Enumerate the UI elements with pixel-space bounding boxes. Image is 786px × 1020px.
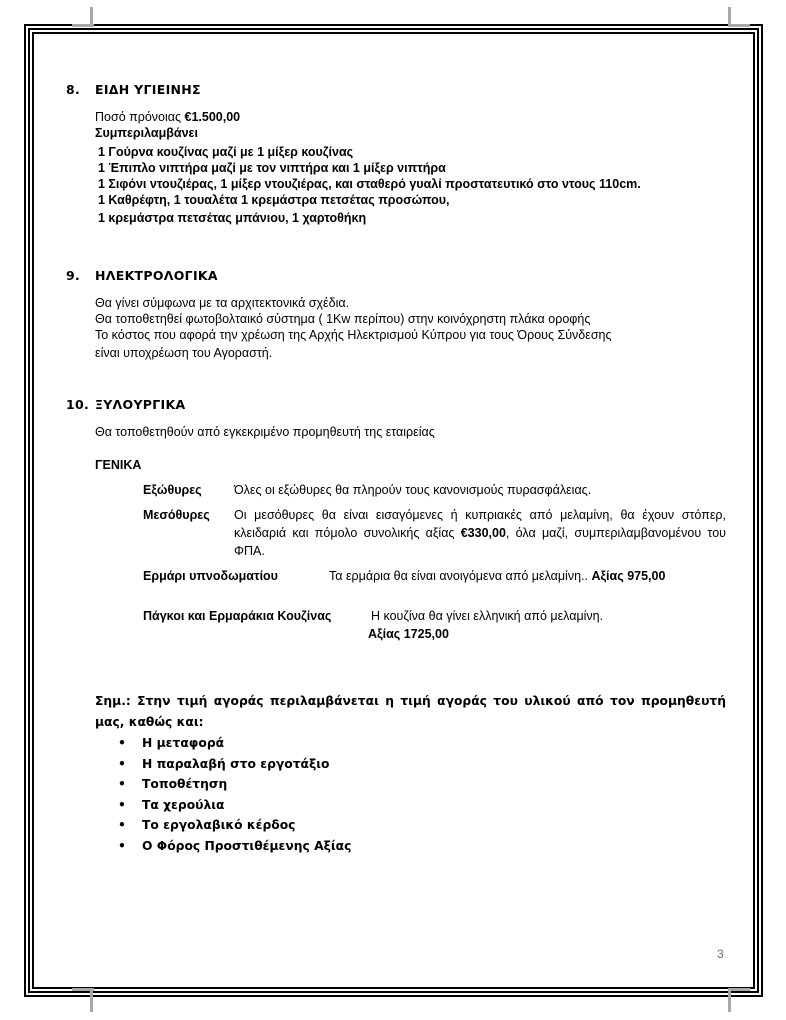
electrical-line: είναι υποχρέωση του Αγοραστή. [95,346,273,360]
general-heading: ΓΕΝΙΚΑ [95,458,142,472]
list-item-text: Το εργολαβικό κέρδος [142,818,296,832]
section-9-title: ΗΛΕΚΤΡΟΛΟΓΙΚΑ [95,268,218,283]
section-10-number: 10. [66,397,90,412]
sanitary-item: 1 κρεμάστρα πετσέτας μπάνιου, 1 χαρτοθήκη [98,211,367,225]
allowance-value: €1.500,00 [184,110,241,124]
bedroom-wardrobe-text: Τα ερμάρια θα είναι ανοιγόμενα από μελαμίνη.. [329,569,592,583]
list-item [118,733,351,754]
sanitary-item: 1 Καθρέφτη, 1 τουαλέτα 1 κρεμάστρα πετσέτας προσώπου, [98,193,450,207]
exterior-doors-text: Όλες οι εξώθυρες θα πληρούν τους κανονισμούς πυρασφάλειας. [234,483,592,497]
page-number: 3 [717,947,724,961]
section-8-number: 8. [66,82,81,97]
interior-doors-text-after: , όλα μαζί, συμπεριλαμβανομένου του ΦΠΑ. [234,526,726,558]
bullet-icon: • [118,756,126,771]
bullet-icon: • [118,838,126,853]
list-item-text: Ο Φόρος Προστιθέμενης Αξίας [142,838,352,853]
sanitary-item: 1 Γούρνα κουζίνας μαζί με 1 μίξερ κουζίνας [98,145,354,159]
list-item [118,774,351,795]
kitchen-value: Αξίας 1725,00 [368,627,449,641]
section-9-number: 9. [66,268,81,283]
section-10-title: ΞΥΛΟΥΡΓΙΚΑ [95,397,186,412]
interior-doors-label: Μεσόθυρες [143,508,210,522]
carpentry-intro: Θα τοποθετηθούν από εγκεκριμένο προμηθευτή της εταιρείας [95,425,435,439]
list-item-text: Η παραλαβή στο εργοτάξιο [142,756,330,771]
section-8-title: ΕΙΔΗ ΥΓΙΕΙΝΗΣ [95,82,201,97]
bedroom-wardrobe-value: Αξίας 975,00 [591,569,666,583]
bullet-icon: • [118,736,126,750]
interior-doors-text [234,506,726,560]
electrical-line: Θα τοποθετηθεί φωτοβολταικό σύστημα ( 1Kw περίπου) στην κοινόχρηστη πλάκα οροφής [95,312,591,326]
inclusion-list [118,733,351,856]
list-item [118,836,351,857]
bedroom-wardrobe-label: Ερμάρι υπνοδωματίου [143,569,278,583]
list-item [118,754,351,775]
list-item [118,795,351,816]
allowance-label: Ποσό πρόνοιας [95,110,185,124]
list-item-text: Τοποθέτηση [142,777,228,791]
price-inclusion-note: Σημ.: Στην τιμή αγοράς περιλαμβάνεται η τιμή αγοράς του υλικού από τον προμηθευτή μας, καθώς και: [95,694,726,729]
electrical-line: Θα γίνει σύμφωνα με τα αρχιτεκτονικά σχέδια. [95,296,350,310]
kitchen-label: Πάγκοι και Ερμαράκια Κουζίνας [143,609,332,623]
includes-label: Συμπεριλαμβάνει [95,126,198,140]
interior-doors-text-before: Οι μεσόθυρες θα είναι εισαγόμενες ή κυπριακές από μελαμίνη, θα έχουν στόπερ, κλειδαριά και πόμολο συνολικής αξίας [234,508,726,540]
list-item-text: Η μεταφορά [142,736,225,750]
bullet-icon: • [118,797,126,812]
bedroom-wardrobe-text-line [329,569,665,583]
interior-doors-value: €330,00 [460,526,506,540]
bullet-icon: • [118,777,126,791]
list-item-text: Τα χερούλια [142,797,225,812]
bullet-icon: • [118,818,126,832]
list-item [118,815,351,836]
sanitary-item: 1 Σιφόνι ντουζιέρας, 1 μίξερ ντουζιέρας, και σταθερό γυαλί προστατευτικό στο ντους 110cm. [98,177,641,191]
sanitary-item: 1 Έπιπλο νιπτήρα μαζί με τον νιπτήρα και 1 μίξερ νιπτήρα [98,161,446,175]
exterior-doors-label: Εξώθυρες [143,483,202,497]
kitchen-text: Η κουζίνα θα γίνει ελληνική από μελαμίνη. [371,609,604,623]
electrical-line: Το κόστος που αφορά την χρέωση της Αρχής Ηλεκτρισμού Κύπρου για τους Όρους Σύνδεσης [95,328,612,342]
allowance-line [95,110,240,124]
